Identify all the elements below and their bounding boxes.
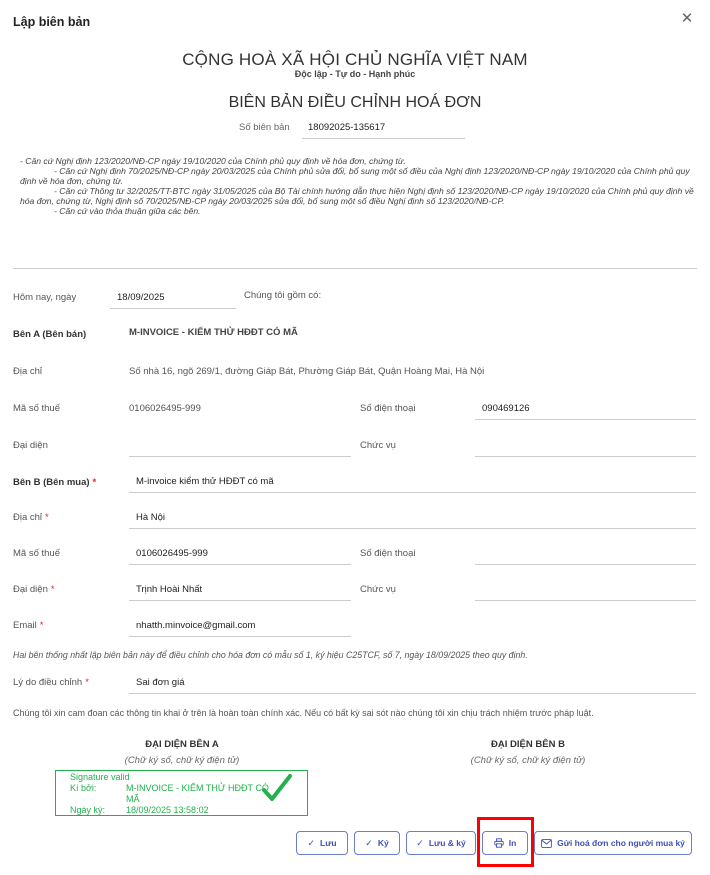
reason-field[interactable]: Sai đơn giá <box>129 670 696 694</box>
mail-icon <box>541 839 552 848</box>
divider <box>13 268 697 269</box>
party-b-signature-title: ĐẠI DIỆN BÊN B <box>491 739 565 750</box>
dialog-title: Lập biên bản <box>13 15 91 29</box>
close-icon[interactable]: ✕ <box>680 10 694 27</box>
commitment-text: Chúng tôi xin cam đoan các thông tin khai ở trên là hoàn toàn chính xác. Nếu có bất kỳ sai sót nào chúng tôi xin chịu trách nhiệm trước pháp luật. <box>13 708 594 718</box>
party-a-name: M-INVOICE - KIỂM THỬ HĐĐT CÓ MÃ <box>129 327 298 338</box>
party-b-position-label: Chức vụ <box>360 584 396 595</box>
today-label: Hôm nay, ngày <box>13 292 77 303</box>
digital-signature-stamp <box>55 770 308 816</box>
party-b-address-field[interactable]: Hà Nội <box>129 505 696 529</box>
document-number-field[interactable]: 18092025-135617 <box>302 117 465 139</box>
motto: Độc lập - Tự do - Hạnh phúc <box>294 69 416 79</box>
party-a-phone-field[interactable]: 090469126 <box>475 396 696 420</box>
party-b-phone-field[interactable] <box>475 541 696 565</box>
party-b-label: Bên B (Bên mua) * <box>13 477 97 488</box>
required-mark: * <box>85 677 89 688</box>
party-a-signature-note: (Chữ ký số, chữ ký điện tử) <box>124 755 240 766</box>
print-button-highlight <box>477 817 534 867</box>
legal-basis-item: - Căn cứ Nghị định 70/2025/NĐ-CP ngày 20/03/2025 của Chính phủ sửa đổi, bổ sung một số điều của Nghị định 123/2020/NĐ-CP ngày 19/10/2020 của Chính phủ quy định về hóa đơn, chứng từ. <box>20 166 690 186</box>
save-button[interactable]: ✓ Lưu <box>296 831 348 855</box>
sign-date-label: Ngày ký: <box>70 805 106 815</box>
signer-label: Kí bởi: <box>70 783 97 793</box>
check-icon: ✓ <box>365 837 373 848</box>
party-b-phone-label: Số điện thoại <box>360 548 416 559</box>
legal-basis-item: - Căn cứ Thông tư 32/2025/TT-BTC ngày 31/05/2025 của Bộ Tài chính hướng dẫn thực hiện Nghị định số 123/2020/NĐ-CP ngày 19/10/2020 của Chính phủ quy định về hóa đơn, chứng từ, Nghị định số 70/2025/NĐ-CP ngày 20/03/2025 sửa đổi, bổ sung một số điều Nghị định số 123/2020/NĐ-CP. <box>20 186 694 206</box>
party-b-name-field[interactable]: M-invoice kiểm thử HĐĐT có mã <box>129 469 696 493</box>
legal-basis-item: - Căn cứ vào thỏa thuận giữa các bên. <box>54 206 201 216</box>
required-mark: * <box>45 512 49 523</box>
party-a-address: Số nhà 16, ngõ 269/1, đường Giáp Bát, Phường Giáp Bát, Quận Hoàng Mai, Hà Nội <box>129 366 485 377</box>
party-a-tax: 0106026495-999 <box>129 403 201 414</box>
party-a-signature-title: ĐẠI DIỆN BÊN A <box>145 739 219 750</box>
parties-label: Chúng tôi gồm có: <box>244 290 322 301</box>
sign-button[interactable]: ✓ Ký <box>354 831 400 855</box>
check-icon: ✓ <box>307 837 315 848</box>
required-mark: * <box>39 620 44 631</box>
required-mark: * <box>92 477 97 488</box>
signer-name-line1: M-INVOICE - KIỂM THỬ HĐĐT CÓ <box>126 783 269 793</box>
print-button[interactable]: In <box>482 831 528 855</box>
save-and-sign-button[interactable]: ✓ Lưu & ký <box>406 831 476 855</box>
signature-status: Signature valid <box>70 772 130 782</box>
party-a-rep-field[interactable] <box>129 433 351 457</box>
party-b-tax-field[interactable]: 0106026495-999 <box>129 541 351 565</box>
party-b-email-field[interactable]: nhatth.minvoice@gmail.com <box>129 613 351 637</box>
legal-basis-item: - Căn cứ Nghị định 123/2020/NĐ-CP ngày 19/10/2020 của Chính phủ quy định về hóa đơn, chứng từ. <box>20 156 406 166</box>
required-mark: * <box>50 584 55 595</box>
party-a-address-label: Địa chỉ <box>13 366 43 377</box>
legal-basis <box>20 156 700 216</box>
nation-heading: CỘNG HOÀ XÃ HỘI CHỦ NGHĨA VIỆT NAM <box>182 50 528 69</box>
today-date-field[interactable]: 18/09/2025 <box>110 285 236 309</box>
party-b-email-label: Email * <box>13 620 44 631</box>
reason-label: Lý do điều chỉnh * <box>13 677 89 688</box>
party-a-label: Bên A (Bên bán) <box>13 329 87 340</box>
party-a-position-field[interactable] <box>475 433 696 457</box>
party-a-rep-label: Đại diện <box>13 440 48 451</box>
party-a-phone-label: Số điện thoại <box>360 403 416 414</box>
party-b-rep-label: Đại diện * <box>13 584 55 595</box>
check-icon: ✓ <box>416 837 424 848</box>
agreement-text: Hai bên thống nhất lập biên bản này để điều chỉnh cho hóa đơn có mẫu số 1, ký hiệu C25TCF, số 7, ngày 18/09/2025 theo quy định. <box>13 650 528 660</box>
document-number-label: Số biên bản <box>239 122 290 133</box>
party-b-position-field[interactable] <box>475 577 696 601</box>
signer-name-line2: MÃ <box>126 794 140 804</box>
party-b-tax-label: Mã số thuế <box>13 548 60 559</box>
send-to-buyer-button[interactable]: Gửi hoá đơn cho người mua ký <box>534 831 692 855</box>
party-b-rep-field[interactable]: Trịnh Hoài Nhất <box>129 577 351 601</box>
check-mark-icon <box>261 773 293 803</box>
party-a-position-label: Chức vụ <box>360 440 396 451</box>
sign-date: 18/09/2025 13:58:02 <box>126 805 209 815</box>
party-b-signature-note: (Chữ ký số, chữ ký điện tử) <box>470 755 586 766</box>
party-a-tax-label: Mã số thuế <box>13 403 60 414</box>
party-b-address-label: Địa chỉ * <box>13 512 49 523</box>
document-title: BIÊN BẢN ĐIỀU CHỈNH HOÁ ĐƠN <box>228 94 482 111</box>
